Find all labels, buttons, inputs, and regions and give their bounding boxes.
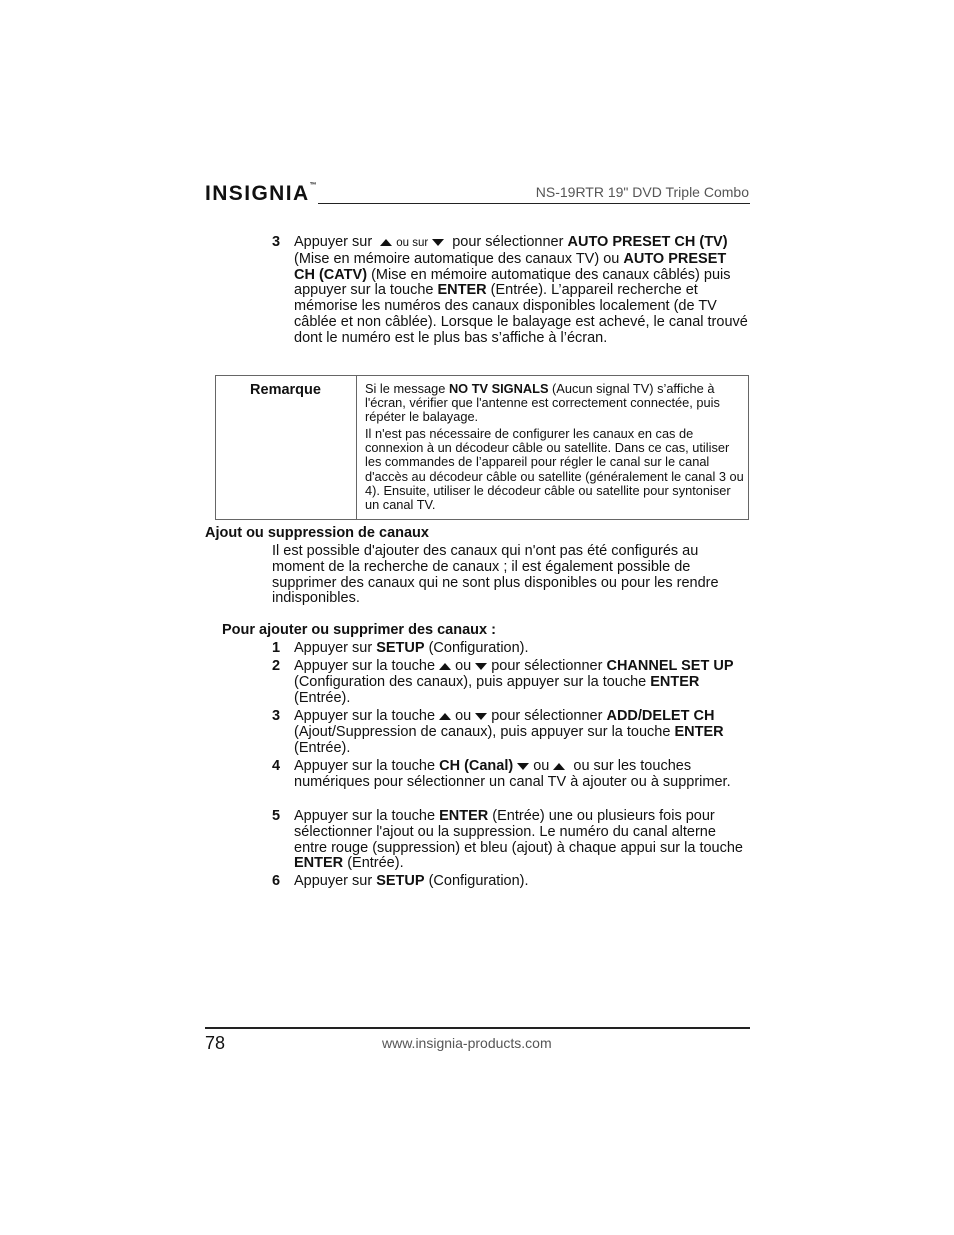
procedure-heading: Pour ajouter ou supprimer des canaux : — [222, 622, 496, 638]
section-body: Il est possible d'ajouter des canaux qui n'ont pas été configurés au moment de la recherche de canaux ; il est également possible de supprimer des canaux qui ne sont plus disponibles ou pour les rendre indisponibles. — [272, 543, 719, 607]
footer-url: www.insignia-products.com — [382, 1035, 552, 1051]
up-arrow-icon — [439, 663, 451, 670]
header-title: NS-19RTR 19" DVD Triple Combo — [535, 184, 749, 200]
page-number: 78 — [205, 1033, 226, 1053]
down-arrow-icon — [475, 663, 487, 670]
note-paragraph-1: Si le message NO TV SIGNALS (Aucun signal TV) s’affiche à l'écran, vérifier que l'antenne est correctement connectée, puis répéter le balayage. — [365, 381, 720, 425]
insignia-logo: INSIGNIA™ — [205, 182, 317, 205]
down-arrow-icon — [432, 239, 444, 246]
section-heading: Ajout ou suppression de canaux — [205, 525, 429, 541]
note-divider — [356, 375, 357, 520]
footer-rule — [205, 1027, 750, 1029]
down-arrow-icon — [475, 713, 487, 720]
header-rule — [318, 203, 750, 204]
note-paragraph-2: Il n'est pas nécessaire de configurer les canaux en cas de connexion à un décodeur câble ou satellite. Dans ce cas, utiliser les commandes de l’appareil pour régler le canal sur le canal d'accès au décodeur câble ou satellite (généralement le canal 3 ou 4). Ensuite, utiliser le décodeur câble ou satellite pour syntoniser un canal TV. — [365, 426, 744, 513]
note-label: Remarque — [250, 382, 321, 398]
down-arrow-icon — [517, 763, 529, 770]
up-arrow-icon — [439, 713, 451, 720]
up-arrow-icon — [553, 763, 565, 770]
up-arrow-icon — [380, 239, 392, 246]
